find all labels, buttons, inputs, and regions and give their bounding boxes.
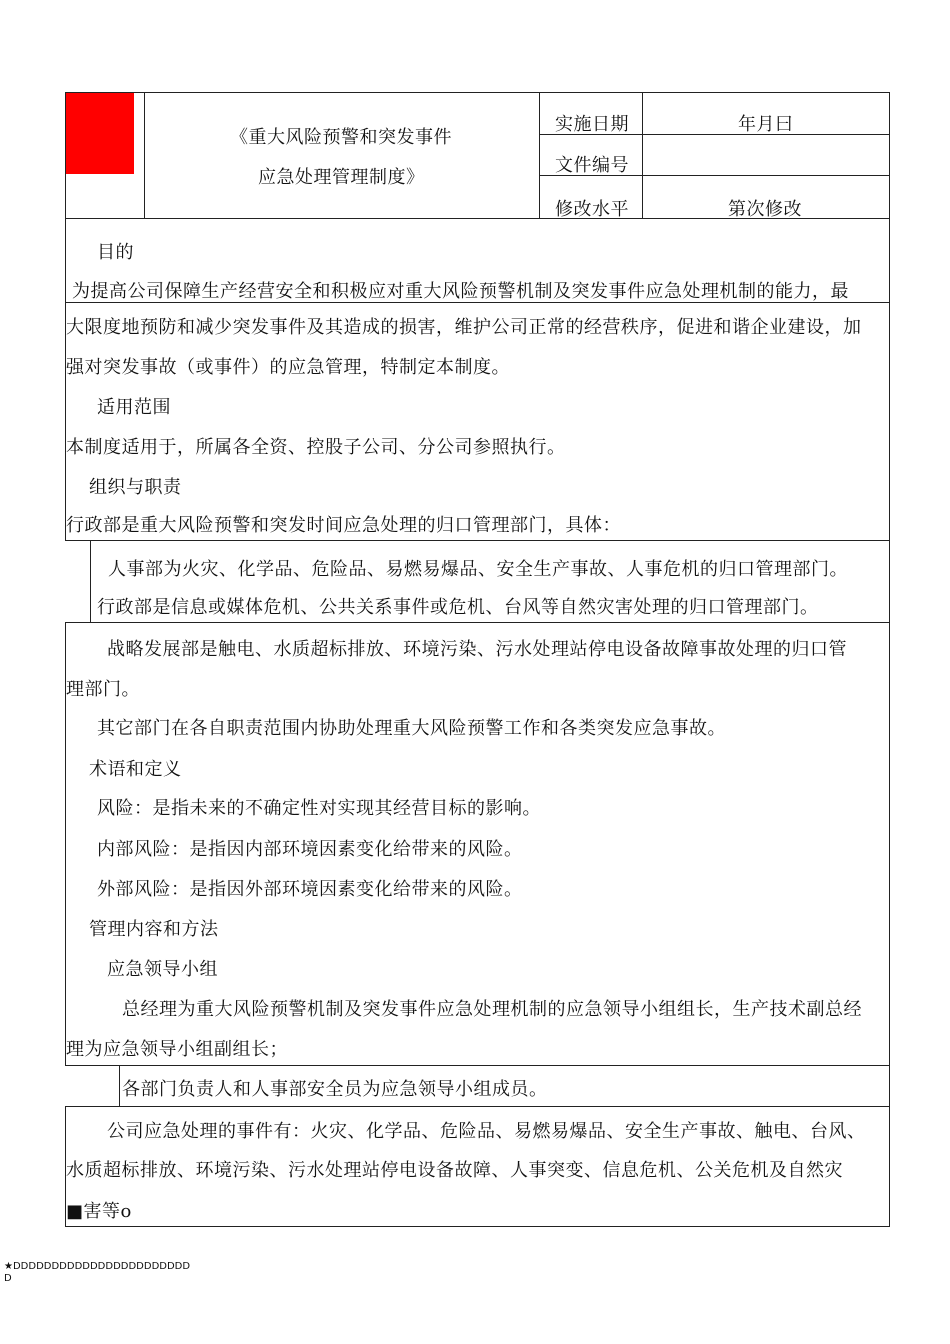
- footer-marker: D: [4, 1273, 12, 1284]
- section-heading: 适用范围: [97, 397, 171, 418]
- document-title-line2: 应急处理管理制度》: [258, 167, 425, 188]
- paragraph-line: 其它部门在各自职责范围内协助处理重大风险预警工作和各类突发应急事故。: [97, 718, 726, 739]
- paragraph-line: 行政部是重大风险预警和突发时间应急处理的归口管理部门，具体：: [66, 515, 621, 536]
- label-effective-date: 实施日期: [555, 114, 629, 135]
- paragraph-line: 人事部为火灾、化学品、危险品、易燃易爆品、安全生产事故、人事危机的归口管理部门。: [108, 559, 848, 580]
- company-logo: [66, 93, 134, 174]
- label-revision-level: 修改水平: [555, 199, 629, 220]
- paragraph-line: 为提高公司保障生产经营安全和积极应对重大风险预警机制及突发事件应急处理机制的能力，最: [72, 281, 849, 302]
- paragraph-line: 战略发展部是触电、水质超标排放、环境污染、污水处理站停电设备故障事故处理的归口管: [107, 639, 847, 660]
- divider: [642, 92, 643, 219]
- frame-line: [65, 219, 66, 303]
- paragraph-line: 各部门负责人和人事部安全员为应急领导小组成员。: [122, 1079, 548, 1100]
- paragraph-line: 外部风险：是指因外部环境因素变化给带来的风险。: [97, 879, 523, 900]
- value-effective-date: 年月曰: [738, 114, 794, 135]
- divider: [144, 92, 145, 219]
- footer-marker: ★DDDDDDDDDDDDDDDDDDDDDDD: [4, 1261, 191, 1272]
- paragraph-line: 公司应急处理的事件有：火灾、化学品、危险品、易燃易爆品、安全生产事故、触电、台风、: [107, 1121, 866, 1142]
- paragraph-line: 理为应急领导小组副组长；: [66, 1039, 288, 1060]
- paragraph-line: 强对突发事故（或事件）的应急管理，特制定本制度。: [66, 357, 510, 378]
- value-revision-level: 第次修改: [728, 199, 802, 220]
- section-heading: 组织与职责: [89, 477, 182, 498]
- paragraph-line: 风险：是指未来的不确定性对实现其经营目标的影响。: [97, 798, 541, 819]
- section-heading: 管理内容和方法: [89, 919, 219, 940]
- paragraph-line: 总经理为重大风险预警机制及突发事件应急处理机制的应急领导小组组长，生产技术副总经: [122, 999, 862, 1020]
- document-title-line1: 《重大风险预警和突发事件: [230, 127, 452, 148]
- paragraph-line: 内部风险：是指因内部环境因素变化给带来的风险。: [97, 839, 523, 860]
- paragraph-line: 水质超标排放、环境污染、污水处理站停电设备故障、人事突变、信息危机、公关危机及自然灾: [66, 1160, 843, 1181]
- section-heading: 目的: [97, 242, 134, 263]
- paragraph-line: 大限度地预防和减少突发事件及其造成的损害，维护公司正常的经营秩序，促进和谐企业建设，加: [66, 317, 862, 338]
- frame-line: [889, 219, 890, 303]
- paragraph-line: 理部门。: [66, 679, 140, 700]
- divider: [539, 92, 540, 219]
- paragraph-line: 行政部是信息或媒体危机、公共关系事件或危机、台风等自然灾害处理的归口管理部门。: [97, 597, 819, 618]
- paragraph-line: ■害等o: [66, 1201, 132, 1222]
- paragraph-line: 本制度适用于，所属各全资、控股子公司、分公司参照执行。: [66, 437, 566, 458]
- subsection-heading: 应急领导小组: [107, 959, 218, 980]
- section-heading: 术语和定义: [89, 759, 182, 780]
- label-document-number: 文件编号: [555, 155, 629, 176]
